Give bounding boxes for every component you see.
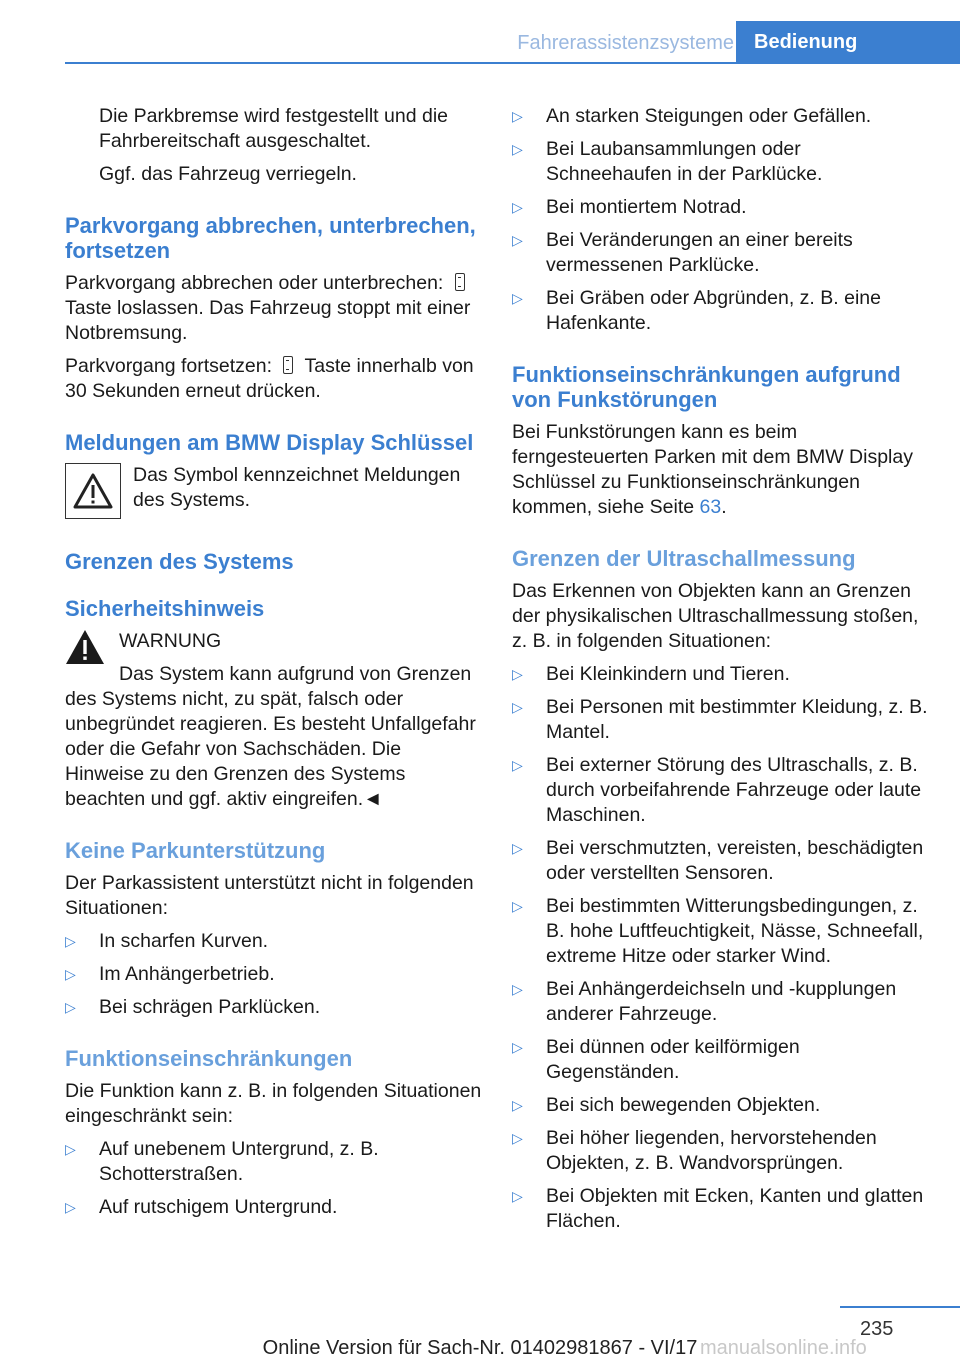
warning-first-line: Das System kann aufgrund von Grenzen (119, 663, 472, 685)
warning-triangle-icon (65, 463, 121, 519)
list-item: ▷ Bei dünnen oder keilförmigen Gegenständen. (512, 1035, 930, 1085)
list-item: ▷ Bei Laubansammlungen oder Schneehaufen in der Parklücke. (512, 137, 930, 187)
park-button-icon (283, 356, 293, 374)
ultra-list (512, 662, 930, 1234)
abbrechen-text-pre: Parkvorgang abbrechen oder unterbrechen: (65, 272, 444, 294)
warning-body: des Systems nicht, zu spät, falsch oder unbegründet reagieren. Es besteht Unfallgefahr oder die Gefahr von Sachschäden. Die Hinweise zu den Grenzen des Systems beachten und ggf. aktiv eingreifen.◄ (65, 688, 476, 810)
list-item: ▷ Bei externer Störung des Ultraschalls, z. B. durch vorbeifahrende Fahrzeuge oder laute Maschinen. (512, 753, 930, 828)
header-rule (65, 62, 960, 64)
heading-meldungen: Meldungen am BMW Display Schlüssel (65, 430, 474, 455)
park-button-icon (455, 273, 465, 291)
list-item: ▷ Auf unebenem Untergrund, z. B. Schotterstraßen. (65, 1137, 483, 1187)
watermark: manualsonline.info (700, 1337, 867, 1359)
fortsetzen-text-pre: Parkvorgang fortsetzen: (65, 355, 273, 377)
funktion-list (65, 1137, 483, 1220)
meldungen-row (65, 463, 483, 519)
heading-grenzen-des-systems: Grenzen des Systems (65, 549, 294, 574)
situations-list (512, 104, 930, 336)
keine-text: Der Parkassistent unterstützt nicht in folgenden Situationen: (65, 872, 474, 919)
heading-funktionseinschraenkungen: Funktionseinschränkungen (65, 1046, 353, 1071)
list-item: ▷ Bei verschmutzten, vereisten, beschädigten oder verstellten Sensoren. (512, 836, 930, 886)
warning-sign-icon (65, 629, 105, 672)
list-item: ▷ Bei schrägen Parklücken. (65, 995, 483, 1020)
list-item: ▷ Bei Veränderungen an einer bereits vermessenen Parklücke. (512, 228, 930, 278)
list-item: ▷ Bei Gräben oder Abgründen, z. B. eine Hafenkante. (512, 286, 930, 336)
list-item: ▷ Bei Personen mit bestimmter Kleidung, z. B. Mantel. (512, 695, 930, 745)
warning-title: WARNUNG (119, 630, 222, 652)
funk-paragraph (512, 420, 930, 520)
funk-text-end: . (721, 496, 727, 518)
list-item: ▷ Bei sich bewegenden Objekten. (512, 1093, 930, 1118)
intro-paragraph-2: Ggf. das Fahrzeug verriegeln. (99, 163, 357, 185)
abbrechen-text-post: Taste loslassen. Das Fahrzeug stoppt mit einer Notbremsung. (65, 297, 471, 344)
heading-ultraschallmessung: Grenzen der Ultraschallmessung (512, 546, 856, 571)
heading-parkvorgang-abbrechen: Parkvorgang abbrechen, unterbrechen, fortsetzen (65, 213, 476, 263)
list-item: ▷ Im Anhängerbetrieb. (65, 962, 483, 987)
list-item: ▷ Bei Objekten mit Ecken, Kanten und glatten Flächen. (512, 1184, 930, 1234)
intro-paragraph-1: Die Parkbremse wird festgestellt und die Fahrbereitschaft ausgeschaltet. (99, 105, 448, 152)
list-item: ▷ An starken Steigungen oder Gefällen. (512, 104, 930, 129)
fortsetzen-paragraph (65, 354, 483, 404)
online-version-footer: Online Version für Sach-Nr. 01402981867 - VI/17 (262, 1337, 698, 1359)
list-item: ▷ Auf rutschigem Untergrund. (65, 1195, 483, 1220)
meldungen-text: Das Symbol kennzeichnet Meldungen des Systems. (133, 464, 461, 511)
page-number-rule (840, 1306, 960, 1308)
fortsetzen-text-post: Taste innerhalb von 30 Sekunden erneut drücken. (65, 355, 474, 402)
list-item: ▷ Bei bestimmten Witterungsbedingungen, z. B. hohe Luftfeuchtigkeit, Nässe, Schneefall, extreme Hitze oder starker Wind. (512, 894, 930, 969)
list-item: ▷ Bei höher liegenden, hervorstehenden Objekten, z. B. Wandvorsprüngen. (512, 1126, 930, 1176)
funk-text: Bei Funkstörungen kann es beim ferngesteuerten Parken mit dem BMW Display Schlüssel zu Funktionseinschränkungen kommen, siehe Seite (512, 421, 913, 518)
header-section-title: Fahrerassistenzsysteme (517, 32, 734, 54)
right-column (512, 104, 930, 1242)
ultra-text: Das Erkennen von Objekten kann an Grenzen der physikalischen Ultraschallmessung stoßen, z. B. in folgenden Situationen: (512, 580, 919, 652)
heading-funkstoerungen: Funktionseinschränkungen aufgrund von Funkstörungen (512, 362, 901, 412)
heading-sicherheitshinweis: Sicherheitshinweis (65, 596, 265, 621)
list-item: ▷ Bei Kleinkindern und Tieren. (512, 662, 930, 687)
list-item: ▷ Bei montiertem Notrad. (512, 195, 930, 220)
page-63-link[interactable]: 63 (699, 496, 722, 518)
heading-keine-parkunterstuetzung: Keine Parkunterstützung (65, 838, 326, 863)
abbrechen-paragraph (65, 271, 483, 346)
list-item: ▷ Bei Anhängerdeichseln und -kupplungen anderer Fahrzeuge. (512, 977, 930, 1027)
left-column (65, 104, 483, 1228)
keine-list (65, 929, 483, 1020)
list-item: ▷ In scharfen Kurven. (65, 929, 483, 954)
funktion-text: Die Funktion kann z. B. in folgenden Situationen eingeschränkt sein: (65, 1080, 482, 1127)
warning-block (65, 629, 483, 687)
header-tab-bedienung: Bedienung (736, 21, 960, 63)
page-number: 235 (860, 1318, 894, 1340)
